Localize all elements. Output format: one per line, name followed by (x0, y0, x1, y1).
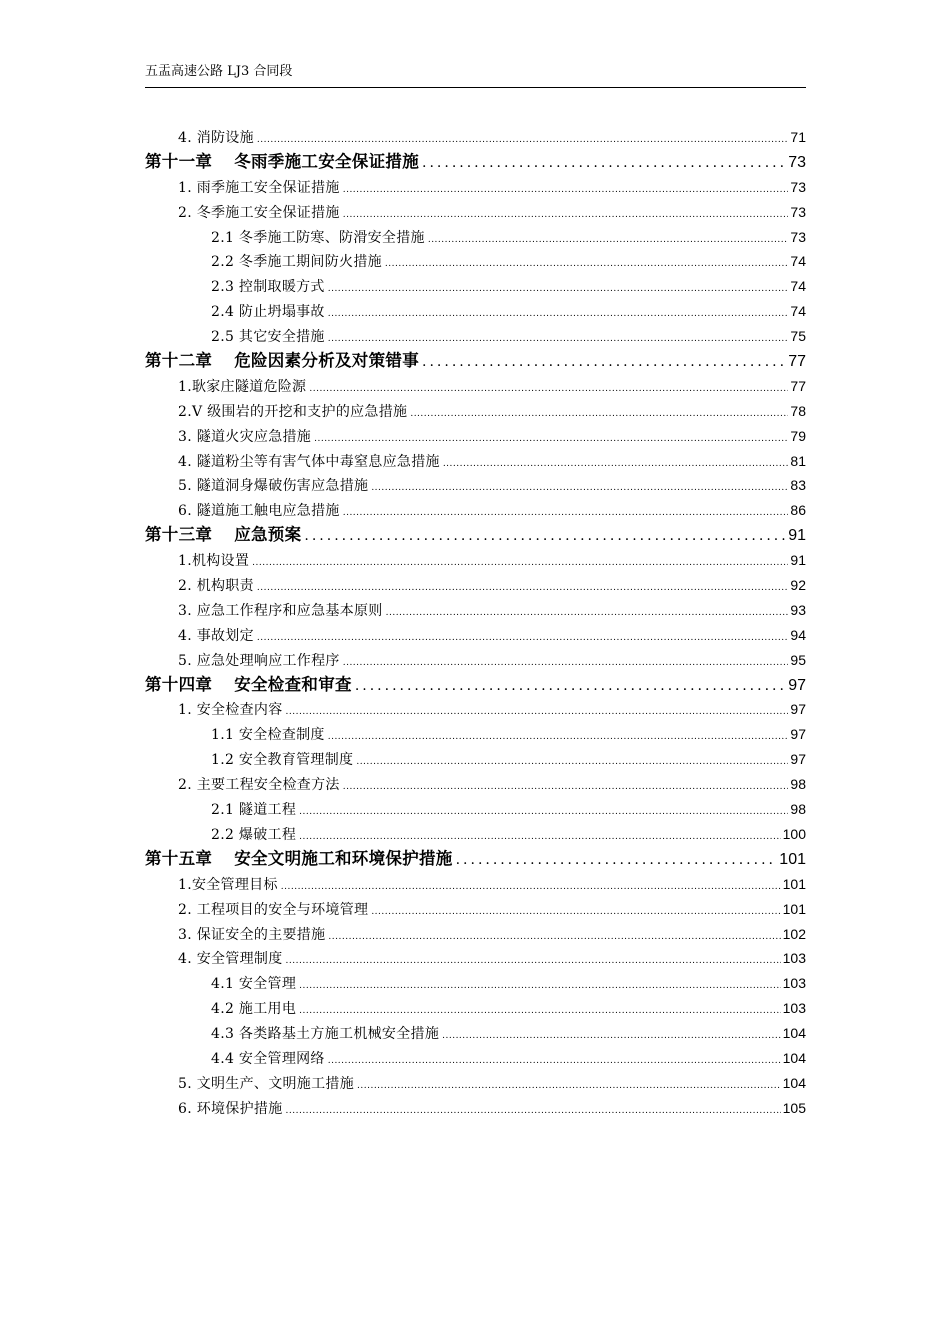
dot-leader (442, 1024, 781, 1046)
toc-entry-title: 1. 雨季施工安全保证措施 (178, 179, 340, 196)
toc-page-number: 79 (790, 427, 806, 444)
dot-leader (328, 302, 789, 324)
toc-entry[interactable] (145, 299, 806, 324)
toc-page-number: 73 (790, 228, 806, 245)
dot-leader (328, 327, 789, 349)
toc-chapter-entry[interactable] (145, 673, 806, 698)
toc-page-number: 105 (782, 1099, 806, 1116)
toc-entry-title: 2.2 冬季施工期间防火措施 (211, 254, 382, 271)
page-header (145, 62, 806, 82)
toc-entry-title: 1.耿家庄隧道危险源 (178, 378, 307, 395)
toc-page-number: 75 (790, 328, 806, 345)
toc-entry-title: 3. 应急工作程序和应急基本原则 (178, 602, 383, 619)
dot-leader (371, 900, 780, 922)
toc-page-number: 78 (790, 402, 806, 419)
toc-entry-title: 4. 消防设施 (178, 130, 254, 146)
toc-entry[interactable] (145, 648, 806, 673)
dot-leader (428, 228, 789, 250)
toc-chapter-title: 危险因素分析及对策错事 (234, 351, 420, 371)
toc-page-number: 71 (790, 129, 806, 145)
dot-leader (443, 452, 789, 474)
toc-entry[interactable] (145, 1071, 806, 1096)
toc-chapter-title: 冬雨季施工安全保证措施 (234, 151, 420, 171)
toc-entry-title: 4.3 各类路基土方施工机械安全措施 (211, 1026, 440, 1043)
toc-page-number: 103 (782, 1000, 806, 1017)
toc-entry-title: 2.1 隧道工程 (211, 802, 297, 819)
toc-entry[interactable] (145, 872, 806, 897)
toc-chapter-heading (145, 150, 422, 175)
toc-page-number: 104 (782, 1074, 806, 1091)
toc-entry-title: 2.V 级围岩的开挖和支护的应急措施 (178, 403, 408, 420)
toc-entry[interactable] (145, 175, 806, 200)
toc-page-number: 100 (782, 825, 806, 842)
toc-entry[interactable] (145, 498, 806, 523)
dot-leader (343, 178, 789, 200)
toc-entry-title: 4. 隧道粉尘等有害气体中毒窒息应急措施 (178, 453, 440, 470)
header-rule (145, 87, 806, 88)
toc-entry-title: 4.1 安全管理 (211, 976, 297, 993)
toc-chapter-title: 安全检查和审查 (234, 674, 352, 694)
toc-chapter-heading (145, 673, 355, 698)
toc-entry[interactable] (145, 971, 806, 996)
toc-entry-title: 5. 隧道洞身爆破伤害应急措施 (178, 478, 369, 495)
toc-page-number: 97 (790, 701, 806, 718)
toc-page-number: 104 (782, 1025, 806, 1042)
toc-entry-title: 4. 安全管理制度 (178, 951, 283, 968)
toc-page-number: 77 (788, 353, 806, 371)
toc-page-number: 101 (782, 875, 806, 892)
toc-entry[interactable] (145, 1046, 806, 1071)
dot-leader (314, 427, 788, 449)
table-of-contents (145, 125, 806, 1121)
toc-page-number: 97 (790, 751, 806, 768)
toc-entry[interactable] (145, 598, 806, 623)
toc-chapter-entry[interactable] (145, 847, 806, 872)
dot-leader (328, 925, 780, 947)
dot-leader (281, 875, 781, 897)
dot-leader (299, 825, 781, 847)
toc-entry[interactable] (145, 772, 806, 797)
dot-leader (410, 402, 788, 424)
toc-entry-title: 2.5 其它安全措施 (211, 329, 325, 346)
dot-leader (328, 1049, 781, 1071)
dot-leader (422, 151, 786, 175)
toc-chapter-number: 第十五章 (145, 848, 213, 868)
toc-page-number: 83 (790, 477, 806, 494)
toc-entry[interactable] (145, 1021, 806, 1046)
toc-entry[interactable] (145, 797, 806, 822)
toc-page-number: 95 (790, 651, 806, 668)
dot-leader (286, 1099, 781, 1121)
toc-entry[interactable] (145, 697, 806, 722)
toc-entry[interactable] (145, 125, 806, 150)
toc-entry[interactable] (145, 374, 806, 399)
toc-page-number: 102 (782, 925, 806, 942)
toc-entry-title: 4.2 施工用电 (211, 1001, 297, 1018)
toc-entry[interactable] (145, 200, 806, 225)
toc-entry[interactable] (145, 399, 806, 424)
toc-entry-title: 2. 冬季施工安全保证措施 (178, 204, 340, 221)
toc-entry[interactable] (145, 623, 806, 648)
toc-entry-title: 1.2 安全教育管理制度 (211, 752, 354, 769)
dot-leader (286, 700, 789, 722)
toc-page-number: 101 (782, 900, 806, 917)
toc-page-number: 97 (788, 676, 806, 694)
toc-chapter-number: 第十三章 (145, 525, 213, 545)
dot-leader (309, 377, 788, 399)
dot-leader (328, 725, 789, 747)
toc-entry[interactable] (145, 897, 806, 922)
dot-leader (328, 277, 789, 299)
dot-leader (257, 626, 789, 648)
toc-page-number: 73 (790, 178, 806, 195)
toc-entry[interactable] (145, 424, 806, 449)
dot-leader (299, 999, 781, 1021)
toc-entry-title: 1.1 安全检查制度 (211, 727, 325, 744)
dot-leader (257, 576, 789, 598)
toc-entry[interactable] (145, 747, 806, 772)
toc-page-number: 98 (790, 776, 806, 793)
dot-leader (343, 501, 789, 523)
header-title: 五盂高速公路 LJ3 合同段 (145, 64, 293, 79)
toc-entry-title: 1.机构设置 (178, 553, 250, 570)
toc-entry[interactable] (145, 473, 806, 498)
dot-leader (456, 848, 778, 872)
toc-chapter-number: 第十一章 (145, 151, 213, 171)
toc-chapter-entry[interactable] (145, 349, 806, 374)
toc-entry[interactable] (145, 548, 806, 573)
toc-page-number: 92 (790, 577, 806, 594)
toc-entry-title: 4. 事故划定 (178, 627, 254, 644)
toc-entry-title: 4.4 安全管理网络 (211, 1050, 325, 1067)
toc-entry-title: 5. 应急处理响应工作程序 (178, 652, 340, 669)
toc-chapter-number: 第十二章 (145, 351, 213, 371)
toc-entry-title: 2.1 冬季施工防寒、防滑安全措施 (211, 229, 425, 246)
toc-page-number: 101 (779, 850, 806, 868)
toc-page-number: 93 (790, 601, 806, 618)
toc-page-number: 97 (790, 726, 806, 743)
toc-page-number: 73 (790, 203, 806, 220)
dot-leader (356, 750, 788, 772)
toc-page-number: 73 (788, 153, 806, 171)
toc-page-number: 103 (782, 975, 806, 992)
toc-entry[interactable] (145, 722, 806, 747)
toc-entry-title: 2. 主要工程安全检查方法 (178, 777, 340, 794)
dot-leader (286, 949, 781, 971)
dot-leader (422, 350, 786, 374)
toc-entry[interactable] (145, 922, 806, 947)
toc-entry-title: 2.3 控制取暖方式 (211, 279, 325, 296)
toc-page-number: 74 (790, 253, 806, 270)
toc-entry[interactable] (145, 324, 806, 349)
toc-entry-title: 1. 安全检查内容 (178, 702, 283, 719)
toc-entry[interactable] (145, 249, 806, 274)
toc-page-number: 94 (790, 626, 806, 643)
toc-entry-title: 2.4 防止坍塌事故 (211, 304, 325, 321)
toc-chapter-heading (145, 523, 304, 548)
toc-entry-title: 6. 环境保护措施 (178, 1100, 283, 1117)
toc-entry[interactable] (145, 573, 806, 598)
toc-chapter-title: 应急预案 (234, 525, 302, 545)
toc-chapter-entry[interactable] (145, 150, 806, 175)
toc-entry-title: 3. 隧道火灾应急措施 (178, 428, 312, 445)
toc-page-number: 91 (788, 527, 806, 545)
toc-page-number: 77 (790, 377, 806, 394)
toc-page-number: 74 (790, 278, 806, 295)
toc-entry[interactable] (145, 449, 806, 474)
toc-chapter-number: 第十四章 (145, 674, 213, 694)
toc-page-number: 74 (790, 303, 806, 320)
dot-leader (299, 800, 788, 822)
toc-entry-title: 2. 机构职责 (178, 578, 254, 595)
toc-entry-title: 6. 隧道施工触电应急措施 (178, 503, 340, 520)
dot-leader (304, 524, 786, 548)
toc-chapter-entry[interactable] (145, 523, 806, 548)
toc-page-number: 103 (782, 950, 806, 967)
dot-leader (252, 551, 788, 573)
toc-entry[interactable] (145, 996, 806, 1021)
toc-entry-title: 2.2 爆破工程 (211, 826, 297, 843)
dot-leader (386, 601, 789, 623)
toc-page-number: 98 (790, 801, 806, 818)
toc-page-number: 91 (790, 552, 806, 569)
toc-chapter-heading (145, 847, 456, 872)
toc-entry-title: 2. 工程项目的安全与环境管理 (178, 901, 369, 918)
dot-leader (357, 1074, 781, 1096)
toc-page-number: 86 (790, 502, 806, 519)
toc-entry[interactable] (145, 1096, 806, 1121)
dot-leader (355, 674, 786, 698)
toc-entry-title: 5. 文明生产、文明施工措施 (178, 1075, 355, 1092)
dot-leader (343, 651, 789, 673)
toc-chapter-title: 安全文明施工和环境保护措施 (234, 848, 453, 868)
dot-leader (343, 775, 789, 797)
toc-entry[interactable] (145, 225, 806, 250)
toc-chapter-heading (145, 349, 422, 374)
toc-page-number: 104 (782, 1049, 806, 1066)
toc-entry-title: 3. 保证安全的主要措施 (178, 926, 326, 943)
toc-entry[interactable] (145, 822, 806, 847)
toc-entry-title: 1.安全管理目标 (178, 876, 278, 893)
toc-page-number: 81 (790, 452, 806, 469)
dot-leader (385, 252, 789, 274)
dot-leader (371, 476, 788, 498)
toc-entry[interactable] (145, 274, 806, 299)
dot-leader (299, 974, 781, 996)
dot-leader (257, 128, 789, 150)
dot-leader (343, 203, 789, 225)
toc-entry[interactable] (145, 946, 806, 971)
